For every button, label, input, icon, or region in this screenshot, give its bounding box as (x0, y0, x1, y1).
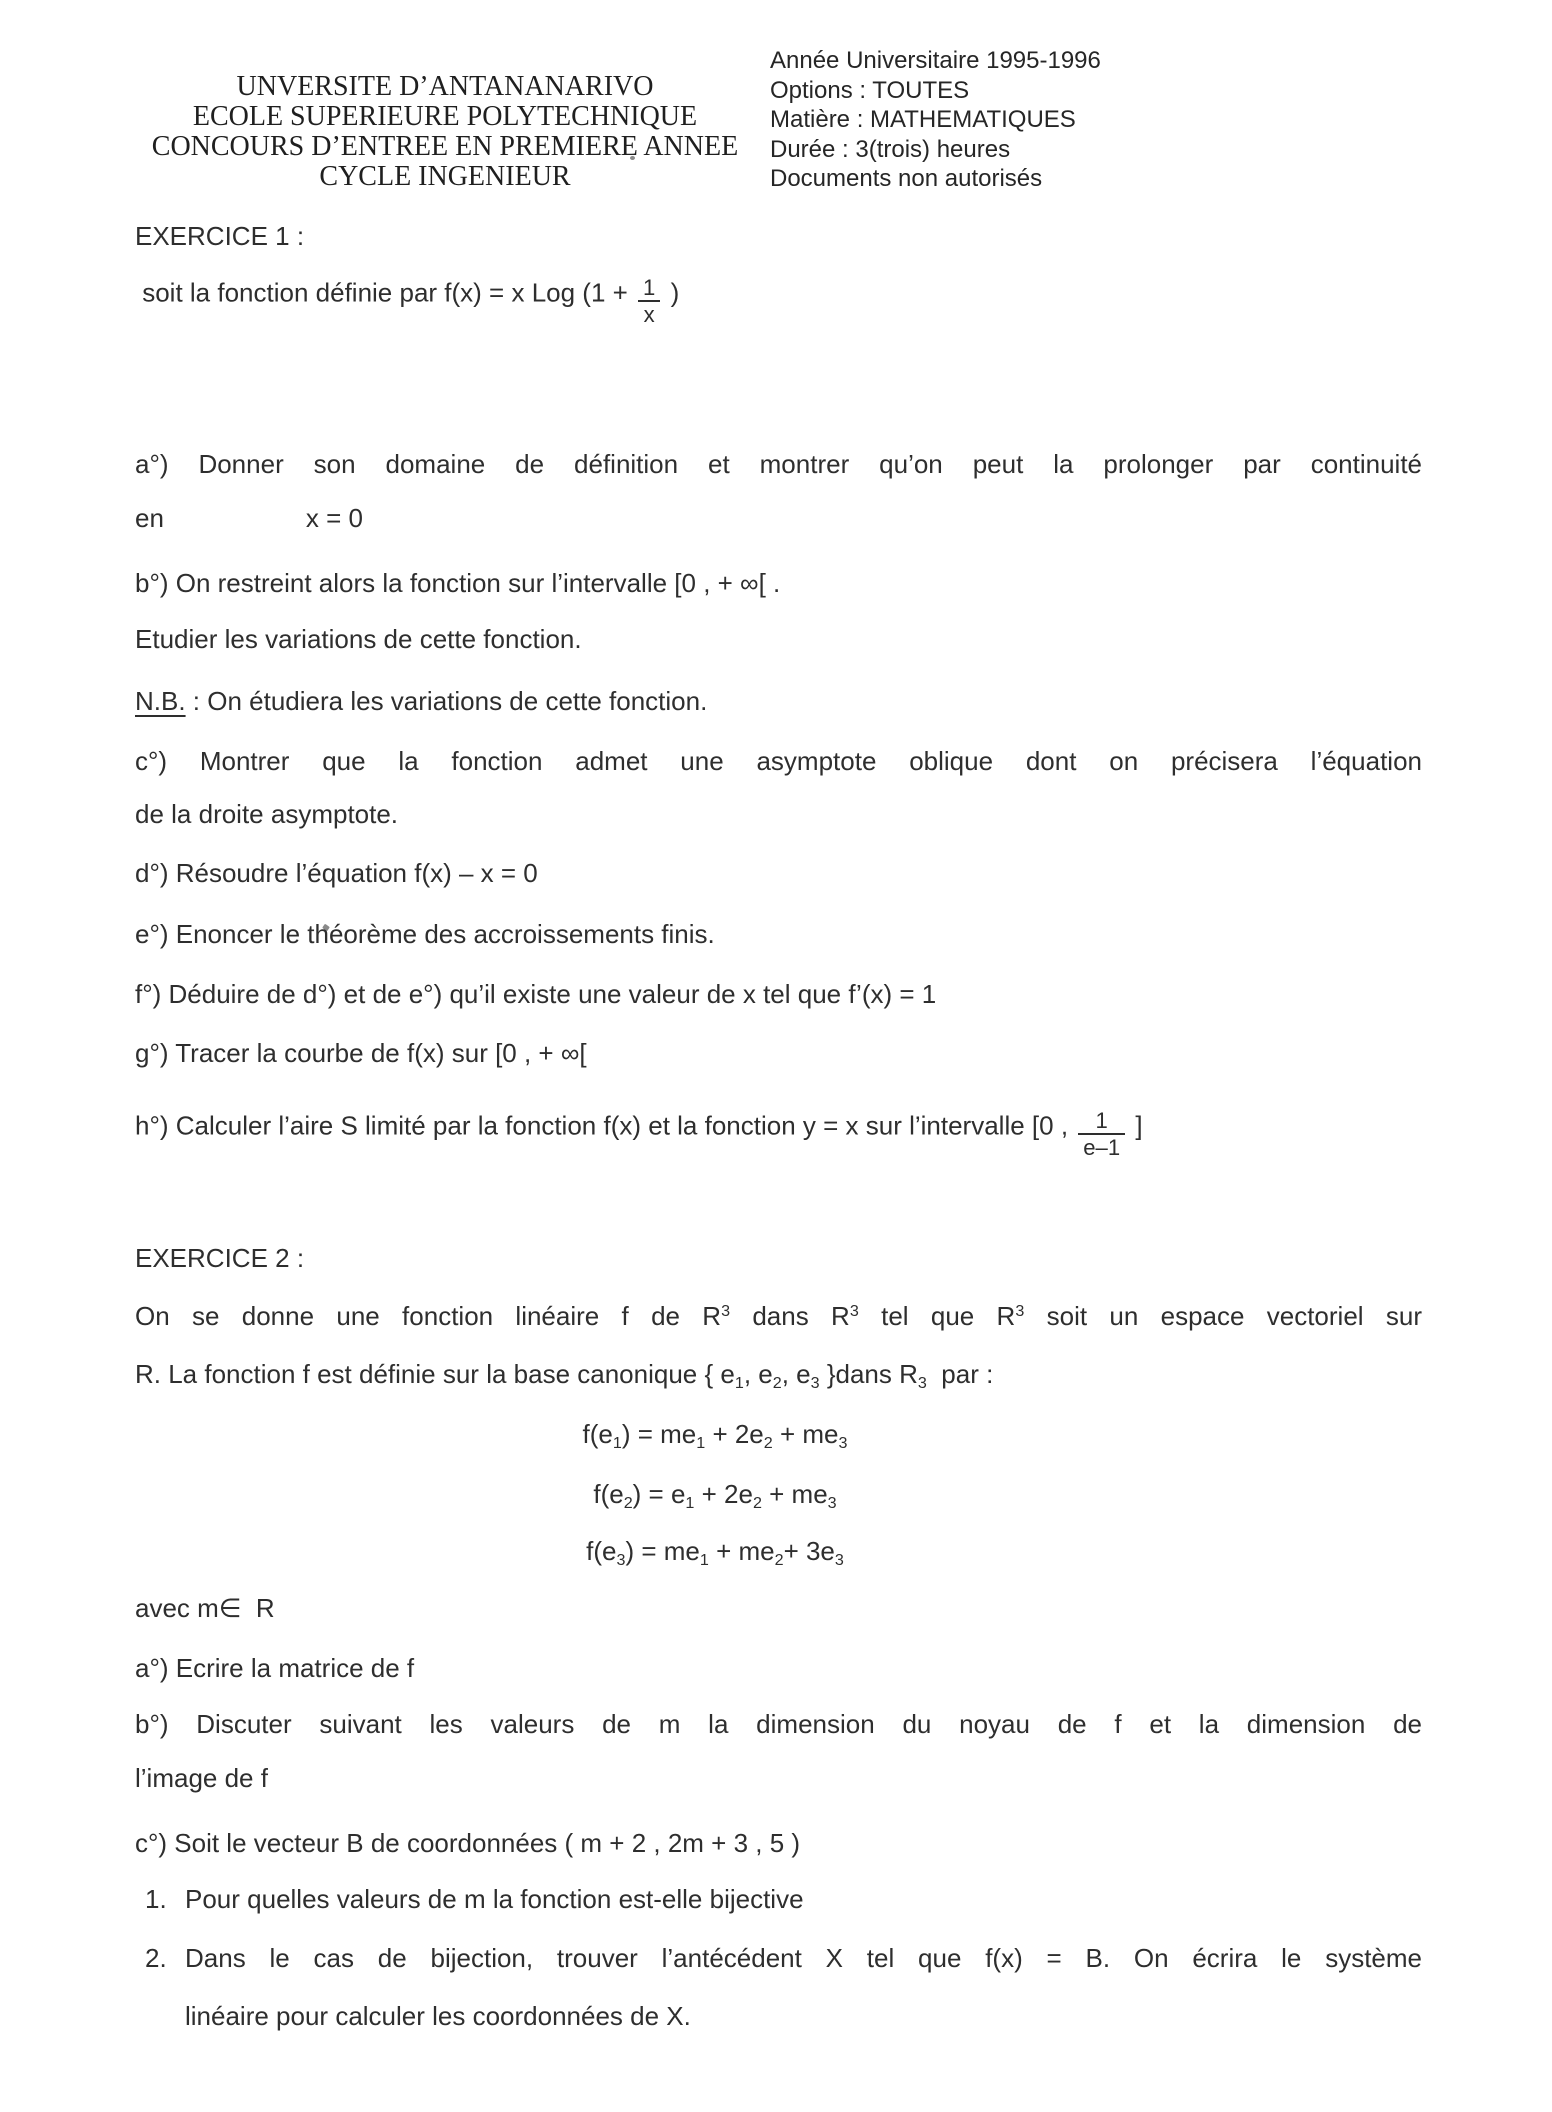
text-run: Pour quelles valeurs de m la fonction est-elle bijective (185, 1884, 804, 1914)
exercise2-title: EXERCICE 2 : (135, 1243, 305, 1273)
exercise2-list-item-2-line1 (145, 1942, 1422, 1974)
exercise1-item-b: b°) On restreint alors la fonction sur l’intervalle [0 , + ∞[ . (135, 568, 781, 598)
fraction-1-over-e-minus-1 (1078, 1108, 1125, 1161)
documents-policy: Documents non autorisés (770, 165, 1043, 192)
fraction-denominator: x (638, 300, 660, 327)
exercise2-intro-line1: On se donne une fonction linéaire f de $R^3$ dans $R^3$ tel que $R^3$ soit un espace vectoriel sur (135, 1301, 1422, 1331)
school-name: ECOLE SUPERIEURE POLYTECHNIQUE (192, 101, 698, 132)
exercise2-item-c: c°) Soit le vecteur B de coordonnées ( m + 2 , 2m + 3 , 5 ) (135, 1828, 801, 1858)
options: Options : TOUTES (770, 76, 970, 104)
list-number: 1. (145, 1884, 167, 1914)
list-number: 2. (145, 1943, 167, 1973)
exercise1-item-b-line2: Etudier les variations de cette fonction. (135, 624, 582, 654)
academic-year: Année Universitaire 1995-1996 (770, 47, 1101, 74)
text-run: h°) Calculer l’aire S limité par la fonction f(x) et la fonction y = x sur l’intervalle [0 , (135, 1110, 1076, 1141)
fraction-numerator: 1 (643, 275, 656, 300)
exam-name: CONCOURS D’ENTREE EN PREMIERE ANNEE (151, 131, 739, 162)
text-run: : On étudiera les variations de cette fonction. (185, 686, 708, 716)
text-run: Dans le cas de bijection, trouver l’antécédent X tel que f(x) = B. On écrira le système (185, 1943, 1422, 1973)
nb-label: N.B. (135, 686, 186, 716)
exercise1-item-a-line2 (135, 502, 363, 534)
cycle-name: CYCLE INGENIEUR (319, 161, 571, 192)
text-run: soit la fonction définie par f(x) = x Log (1 + (135, 277, 636, 308)
exercise1-item-f: f°) Déduire de d°) et de e°) qu’il existe une valeur de x tel que f’(x) = 1 (135, 979, 937, 1009)
text-run: en (135, 503, 164, 533)
exercise1-function-definition (135, 275, 679, 328)
exercise1-item-h (135, 1108, 1143, 1161)
exercise2-list-item-1 (145, 1883, 804, 1915)
fraction-numerator: 1 (1095, 1108, 1108, 1133)
exercise1-item-e: e°) Enoncer le théorème des accroissements finis. (135, 919, 715, 949)
equation-x-equals-0: x = 0 (305, 503, 364, 533)
exercise2-m-in-R: avec m∈ R (135, 1593, 275, 1623)
duration: Durée : 3(trois) heures (770, 135, 1011, 163)
subject: Matière : MATHEMATIQUES (770, 106, 1076, 133)
exercise2-equation-2: $f(e_2) = e_1 + 2e_2 + me_3$ (593, 1479, 837, 1512)
exercise2-equation-3: $f(e_3) = me_1 + me_2+ 3e_3$ (586, 1536, 844, 1569)
exercise1-title: EXERCICE 1 : (135, 221, 305, 251)
exercise1-item-c-line2: de la droite asymptote. (135, 799, 399, 829)
exercise2-item-a: a°) Ecrire la matrice de f (135, 1653, 415, 1683)
exercise1-nota-bene (135, 685, 707, 717)
text-run: ) (663, 277, 680, 308)
university-name: UNVERSITE D’ANTANANARIVO (236, 71, 654, 102)
exercise1-item-d: d°) Résoudre l’équation f(x) – x = 0 (135, 858, 538, 888)
exercise2-item-b-line1: b°) Discuter suivant les valeurs de m la dimension du noyau de f et la dimension de (135, 1709, 1422, 1739)
exercise2-list-item-2-line2: linéaire pour calculer les coordonnées de X. (185, 2001, 691, 2031)
exercise1-item-a-line1: a°) Donner son domaine de définition et montrer qu’on peut la prolonger par continuité (135, 449, 1422, 479)
exercise2-equation-1: $f(e_1) = me_1 + 2e_2 + me_3$ (582, 1419, 848, 1452)
exercise1-item-g: g°) Tracer la courbe de f(x) sur [0 , + ∞[ (135, 1038, 587, 1068)
exercise2-item-b-line2: l’image de f (135, 1763, 268, 1793)
exercise1-item-c-line1: c°) Montrer que la fonction admet une asymptote oblique dont on précisera l’équation (135, 746, 1422, 776)
fraction-1-over-x (638, 275, 660, 328)
exam-body (135, 0, 1422, 2112)
exercise2-intro-line2: R. La fonction f est définie sur la base canonique { $e_1$, $e_2$, $e_3$ }dans $R_3$ par : (135, 1359, 994, 1392)
text-run: ] (1128, 1110, 1143, 1141)
fraction-denominator: e–1 (1078, 1133, 1125, 1160)
